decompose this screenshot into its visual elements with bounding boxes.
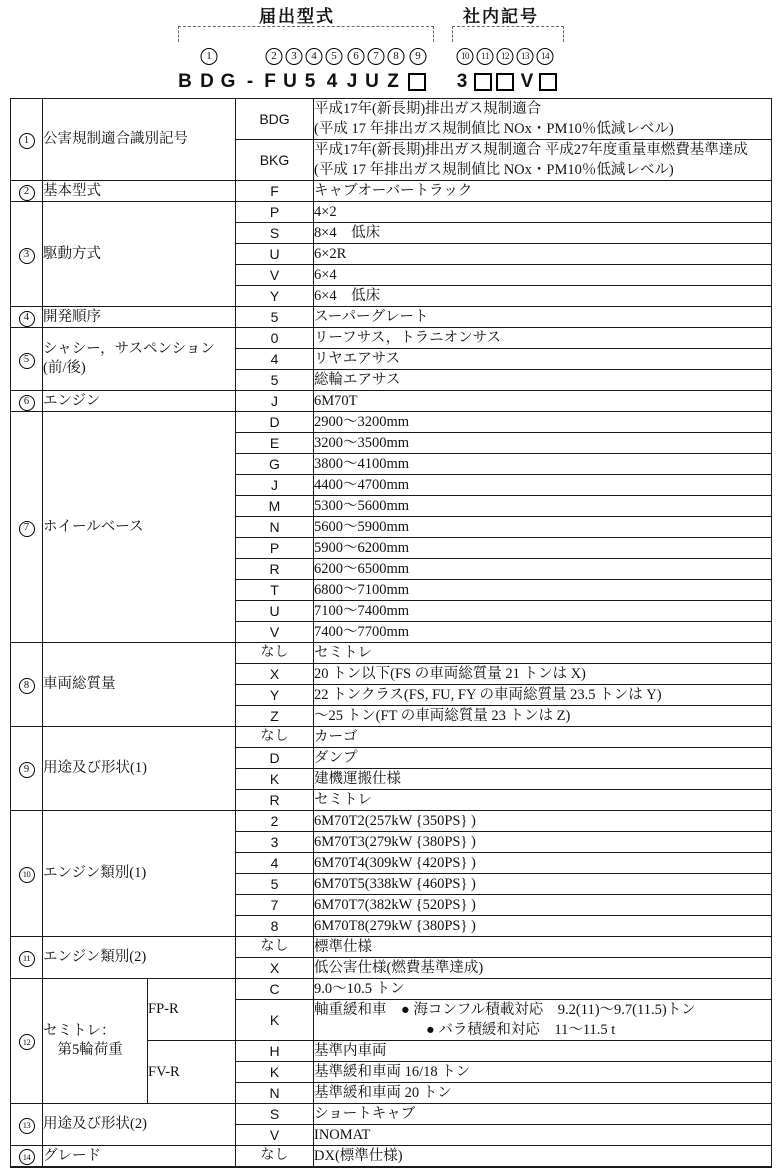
model-code-char: G [220,71,236,92]
section-number-cell [11,412,43,643]
blank-box-glyph [539,73,557,91]
table-row [11,643,772,664]
section-number-cell [11,391,43,412]
code-cell: 5 [236,874,314,895]
description-cell [314,1000,772,1041]
description-line: 9.0～10.5 トン [314,981,405,997]
circled-number: 13 [19,1118,35,1134]
category-name-cell [43,307,236,328]
code-cell: M [236,496,314,517]
category-name-cell [43,391,236,412]
code-cell: N [236,517,314,538]
description-line: 6M70T [314,393,358,409]
description-cell [314,685,772,706]
description-line: 6×4 [314,267,337,283]
position-number-circle: 14 [537,48,554,65]
code-cell: K [236,1062,314,1083]
section-number-cell [11,181,43,202]
table-row [11,181,772,202]
category-name-line: (前/後) [43,360,86,376]
description-cell [314,1041,772,1062]
description-cell [314,265,772,286]
model-code-char: J [346,71,358,92]
category-name-cell [43,328,236,391]
notified-model-label: 届出型式 [259,7,335,26]
description-line: 7100～7400mm [314,603,410,619]
description-line: 6M70T5(338kW {460PS} ) [314,876,476,892]
position-number-circle: 6 [348,48,365,65]
description-line: 基準緩和車両 20 トン [314,1085,452,1101]
code-cell: R [236,559,314,580]
position-number-circle: 1 [201,48,218,65]
description-cell [314,223,772,244]
description-line: 総輪エアサス [314,372,401,388]
description-cell [314,643,772,664]
circled-number: 4 [19,311,35,327]
description-line: 6M70T7(382kW {520PS} ) [314,897,476,913]
circled-number: 14 [19,1149,35,1165]
description-line: 6M70T3(279kW {380PS} ) [314,834,476,850]
code-cell: 2 [236,811,314,832]
description-line: カーゴ [314,729,358,745]
code-cell: 8 [236,916,314,937]
code-cell: C [236,979,314,1000]
description-cell [314,559,772,580]
description-cell [314,601,772,622]
category-name-line: グレード [43,1147,101,1164]
category-name-line: 用途及び形状(2) [43,1116,147,1132]
description-line: ～25 トン(FT の車両総質量 23 トンは Z) [314,708,571,724]
table-row [11,391,772,412]
description-line: 3800～4100mm [314,456,410,472]
table-row [11,328,772,349]
code-cell: H [236,1041,314,1062]
circled-number: 8 [19,678,35,694]
code-group-cell: FV-R [148,1041,236,1104]
notified-model-bracket [178,26,434,42]
description-line: 6200～6500mm [314,561,410,577]
code-cell: 4 [236,853,314,874]
description-cell [314,1062,772,1083]
code-cell: X [236,664,314,685]
description-line: 5300～5600mm [314,498,410,514]
description-cell [314,874,772,895]
description-cell [314,622,772,643]
code-cell: Z [236,706,314,727]
category-name-line: 公害規制適合識別記号 [43,131,188,147]
category-name-line: 開発順序 [43,308,101,325]
code-cell: BDG [236,99,314,140]
circled-number: 6 [19,395,35,411]
description-cell [314,769,772,790]
category-name-cell [43,811,236,937]
category-name-cell [43,937,236,979]
description-line: (平成 17 年排出ガス規制値比 NOx・PM10％低減レベル) [314,121,674,137]
description-line: 3200～3500mm [314,435,410,451]
table-row [11,99,772,140]
code-cell: P [236,538,314,559]
code-cell: J [236,475,314,496]
description-cell [314,433,772,454]
model-code-char: Z [387,71,399,92]
description-cell [314,853,772,874]
code-cell: D [236,748,314,769]
code-cell: N [236,1083,314,1104]
code-cell: なし [236,727,314,748]
code-cell: K [236,769,314,790]
category-name-line: 駆動方式 [43,245,101,262]
code-cell: F [236,181,314,202]
description-line: 標準仕様 [314,939,372,955]
code-cell: 4 [236,349,314,370]
code-cell: V [236,622,314,643]
description-cell [314,454,772,475]
code-cell: 0 [236,328,314,349]
category-name-cell [43,1146,236,1168]
circled-number: 11 [19,951,35,967]
description-cell [314,706,772,727]
circled-number: 7 [19,521,35,537]
position-number-circle: 10 [457,48,474,65]
model-code-char [474,71,492,97]
code-cell: S [236,1104,314,1125]
model-code-char: U [283,71,297,92]
code-cell: U [236,244,314,265]
table-row [11,1146,772,1168]
description-cell [314,748,772,769]
model-code-char: - [246,71,254,92]
description-cell [314,349,772,370]
blank-box-glyph [474,73,492,91]
description-cell [314,307,772,328]
category-name-line: エンジン類別(2) [43,949,147,965]
model-code-char: D [200,71,214,92]
description-line: ショートキャブ [314,1106,416,1122]
code-cell: P [236,202,314,223]
description-cell [314,181,772,202]
code-cell: S [236,223,314,244]
description-line: ダンプ [314,750,358,766]
description-cell [314,1083,772,1104]
category-name-cell [43,202,236,307]
code-cell: G [236,454,314,475]
description-cell [314,1146,772,1168]
description-line: 6800～7100mm [314,582,410,598]
table-row [11,1104,772,1125]
description-cell [314,916,772,937]
description-line: リヤエアサス [314,351,401,367]
category-name-cell [43,99,236,181]
description-line: 4×2 [314,204,337,220]
position-number-circle: 13 [517,48,534,65]
model-code-diagram [0,0,781,98]
circled-number: 1 [19,133,35,149]
description-cell [314,286,772,307]
description-cell [314,727,772,748]
model-code-char: 3 [456,71,468,92]
table-row [11,307,772,328]
description-cell [314,475,772,496]
model-code-char: B [178,71,192,92]
internal-code-bracket [452,26,564,42]
description-line: 4400～4700mm [314,477,410,493]
description-cell [314,412,772,433]
description-line: 5900～6200mm [314,540,410,556]
circled-number: 5 [19,353,35,369]
description-line: 平成17年(新長期)排出ガス規制適合 平成27年度重量車燃費基準達成 [314,142,748,158]
circled-number: 2 [19,185,35,201]
code-cell: 7 [236,895,314,916]
position-number-circle: 3 [286,48,303,65]
code-cell: K [236,1000,314,1041]
description-cell [314,370,772,391]
category-name-cell [43,727,236,811]
table-row [11,979,772,1000]
section-number-cell [11,202,43,307]
description-line: 8×4 低床 [314,225,381,241]
circled-number: 12 [19,1034,35,1050]
category-name-cell [43,181,236,202]
description-line: 6M70T8(279kW {380PS} ) [314,918,476,934]
description-line: 20 トン以下(FS の車両総質量 21 トンは X) [314,666,586,682]
description-cell [314,140,772,181]
code-cell: E [236,433,314,454]
category-name-line: 第5輪荷重 [43,1042,123,1058]
description-cell [314,328,772,349]
description-line: キャブオーバートラック [314,183,473,199]
description-cell [314,937,772,958]
code-cell: なし [236,643,314,664]
description-line: DX(標準仕様) [314,1148,403,1164]
code-cell: J [236,391,314,412]
description-line: 建機運搬仕様 [314,771,401,787]
table-row [11,727,772,748]
description-cell [314,958,772,979]
code-cell: X [236,958,314,979]
section-number-cell [11,1146,43,1168]
description-cell [314,496,772,517]
description-line: 基準緩和車両 16/18 トン [314,1064,471,1080]
table-row [11,811,772,832]
model-code-char [539,71,557,97]
code-cell: R [236,790,314,811]
code-cell: Y [236,685,314,706]
description-line: 22 トンクラス(FS, FU, FY の車両総質量 23.5 トンは Y) [314,687,662,703]
code-group-cell: FP-R [148,979,236,1041]
circled-number: 3 [19,248,35,264]
description-line: リーフサス，トラニオンサス [314,330,502,346]
section-number-cell [11,99,43,181]
description-line: 7400～7700mm [314,624,410,640]
position-number-circle: 8 [388,48,405,65]
position-number-circle: 12 [497,48,514,65]
description-cell [314,391,772,412]
model-code-char: 4 [326,71,338,92]
section-number-cell [11,727,43,811]
section-number-cell [11,811,43,937]
model-code-char: U [365,71,379,92]
code-cell: 5 [236,307,314,328]
model-code-char: 5 [304,71,316,92]
code-cell: なし [236,937,314,958]
description-cell [314,790,772,811]
description-line: 6M70T4(309kW {420PS} ) [314,855,476,871]
code-cell: V [236,265,314,286]
category-name-cell [43,1104,236,1146]
description-line: 5600～5900mm [314,519,410,535]
model-code-char [496,71,514,97]
description-line: 6M70T2(257kW {350PS} ) [314,813,476,829]
description-line: INOMAT [314,1127,371,1143]
category-name-line: エンジン [43,392,101,409]
position-number-circle: 7 [368,48,385,65]
category-name-line: シャシー，サスペンション [43,341,215,357]
description-line: スーパーグレート [314,309,429,325]
category-name-cell [43,412,236,643]
category-name-cell [43,979,148,1104]
description-line: 平成17年(新長期)排出ガス規制適合 [314,101,542,117]
position-number-circle: 5 [326,48,343,65]
circled-number: 10 [19,867,35,883]
description-cell [314,202,772,223]
category-name-line: 基本型式 [43,182,101,199]
position-number-circle: 4 [306,48,323,65]
description-cell [314,517,772,538]
category-name-line: 用途及び形状(1) [43,760,147,776]
section-number-cell [11,643,43,727]
category-name-line: 車両総質量 [43,676,116,692]
description-line: ● バラ積緩和対応 11～11.5 t [426,1022,616,1038]
description-line: (平成 17 年排出ガス規制値比 NOx・PM10％低減レベル) [314,162,674,178]
description-line: 低公害仕様(燃費基準達成) [314,960,484,976]
code-cell: U [236,601,314,622]
description-cell [314,895,772,916]
description-line: 6×2R [314,246,347,262]
description-cell [314,811,772,832]
model-code-char: F [264,71,276,92]
position-number-circle: 11 [477,48,494,65]
description-cell [314,1125,772,1146]
section-number-cell [11,1104,43,1146]
description-line: 基準内車両 [314,1043,387,1059]
description-line: セミトレ [314,792,372,808]
category-name-cell [43,643,236,727]
description-line: 軸重緩和車 ● 海コンフル積載対応 9.2(11)～9.7(11.5)トン [314,1002,696,1018]
internal-code-label: 社内記号 [463,7,539,26]
code-cell: V [236,1125,314,1146]
description-cell [314,1104,772,1125]
description-cell [314,244,772,265]
section-number-cell [11,328,43,391]
category-name-line: ホイールベース [43,518,144,535]
code-cell: D [236,412,314,433]
description-line: 2900～3200mm [314,414,410,430]
description-line: セミトレ [314,645,372,661]
table-row [11,202,772,223]
model-code-char [408,71,426,97]
section-number-cell [11,979,43,1104]
code-cell: 3 [236,832,314,853]
table-row [11,937,772,958]
blank-box-glyph [408,73,426,91]
description-cell [314,664,772,685]
table-row [11,412,772,433]
category-name-line: セミトレ： [43,1023,116,1039]
model-code-char: V [520,71,534,92]
section-number-cell [11,307,43,328]
code-cell: 5 [236,370,314,391]
description-cell [314,580,772,601]
position-number-circle: 2 [266,48,283,65]
section-number-cell [11,937,43,979]
circled-number: 9 [19,762,35,778]
category-name-line: エンジン類別(1) [43,865,147,881]
position-number-circle: 9 [410,48,427,65]
description-cell [314,832,772,853]
description-cell [314,99,772,140]
description-cell [314,538,772,559]
blank-box-glyph [496,73,514,91]
description-line: 6×4 低床 [314,288,381,304]
code-cell: T [236,580,314,601]
model-code-spec-table [10,98,772,1168]
code-cell: なし [236,1146,314,1168]
code-cell: BKG [236,140,314,181]
description-cell [314,979,772,1000]
code-cell: Y [236,286,314,307]
